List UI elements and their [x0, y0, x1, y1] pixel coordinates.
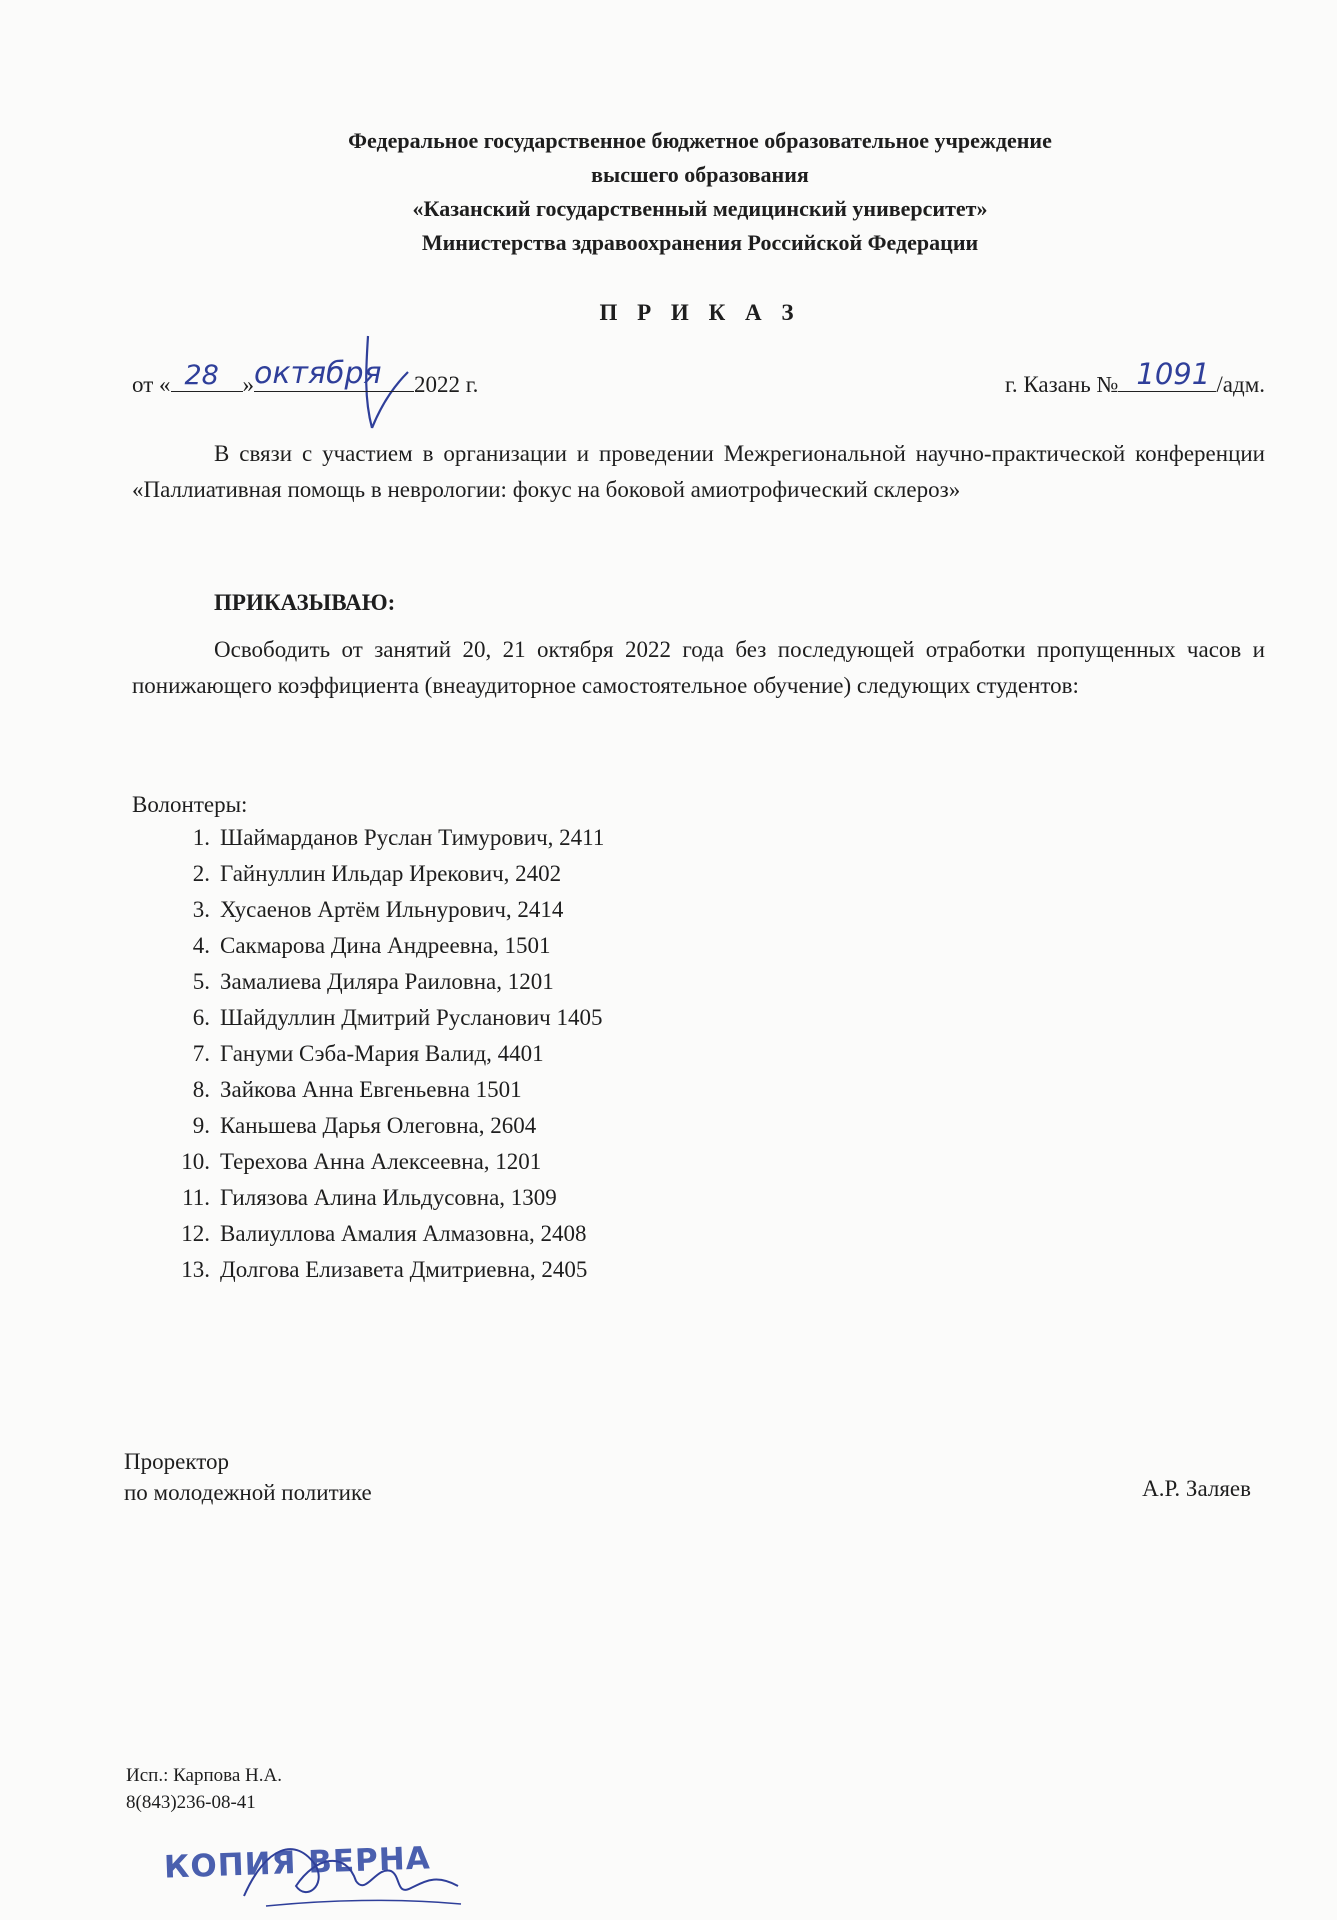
- list-item: 11. Гилязова Алина Ильдусовна, 1309: [182, 1185, 557, 1210]
- list-item: 4. Сакмарова Дина Андреевна, 1501: [192, 933, 551, 958]
- list-item: 13. Долгова Елизавета Дмитриевна, 2405: [181, 1257, 588, 1282]
- order-date-line: [132, 356, 479, 398]
- header-line-3: «Казанский государственный медицинский университет»: [412, 196, 988, 221]
- date-mid: »: [242, 372, 254, 397]
- header-line-1: Федеральное государственное бюджетное образовательное учреждение: [348, 128, 1052, 153]
- place-prefix: г. Казань №: [1005, 372, 1119, 397]
- signatory-position: Проректор по молодежной политике: [124, 1449, 372, 1505]
- list-item: 2. Гайнуллин Ильдар Ирекович, 2402: [192, 861, 562, 886]
- list-item: 1. Шаймарданов Руслан Тимурович, 2411: [192, 825, 605, 850]
- order-heading: ПРИКАЗЫВАЮ:: [214, 590, 396, 615]
- list-item: 6. Шайдуллин Дмитрий Русланович 1405: [192, 1005, 603, 1030]
- place-suffix: /адм.: [1216, 372, 1265, 397]
- executor-info: Исп.: Карпова Н.А. 8(843)236-08-41: [126, 1765, 282, 1813]
- document-title: П Р И К А З: [599, 300, 801, 325]
- list-item: 3. Хусаенов Артём Ильнурович, 2414: [192, 897, 564, 922]
- students-list: [168, 820, 604, 1288]
- volunteers-label: Волонтеры:: [132, 792, 248, 817]
- list-item: 8. Зайкова Анна Евгеньевна 1501: [192, 1077, 522, 1102]
- day-blank: [171, 360, 243, 392]
- handwritten-day: 28: [184, 360, 219, 391]
- list-item: 9. Каньшева Дарья Олеговна, 2604: [192, 1113, 537, 1138]
- copy-certified-stamp: КОПИЯ ВЕРНА: [163, 1840, 432, 1886]
- stamp-signature: [236, 1826, 466, 1916]
- handwritten-order-number: 1091: [1136, 357, 1211, 391]
- header-line-2: высшего образования: [591, 162, 809, 187]
- month-blank: [254, 356, 414, 392]
- order-paragraph: Освободить от занятий 20, 21 октября 2022 года без последующей отработки пропущенных часов и понижающего коэффициента (внеаудиторное самостоятельное обучение) следующих студентов:: [132, 637, 1265, 698]
- list-item: 12. Валиуллова Амалия Алмазовна, 2408: [181, 1221, 587, 1246]
- signatory-name: А.Р. Заляев: [1142, 1476, 1251, 1501]
- date-suffix: 2022 г.: [414, 372, 479, 397]
- header-line-4: Министерства здравоохранения Российской Федерации: [421, 230, 979, 255]
- handwritten-month: октября: [254, 356, 382, 391]
- list-item: 5. Замалиева Диляра Раиловна, 1201: [192, 969, 554, 994]
- order-place-line: [1005, 357, 1265, 398]
- institution-header: [0, 124, 1337, 260]
- number-blank: [1118, 357, 1216, 392]
- list-item: 7. Гануми Сэба-Мария Валид, 4401: [192, 1041, 544, 1066]
- list-item: 10. Терехова Анна Алексеевна, 1201: [181, 1149, 542, 1174]
- intro-paragraph: В связи с участием в организации и проведении Межрегиональной научно-практической конференции «Паллиативная помощь в неврологии: фокус на боковой амиотрофический склероз»: [132, 441, 1265, 502]
- date-prefix: от «: [132, 372, 171, 397]
